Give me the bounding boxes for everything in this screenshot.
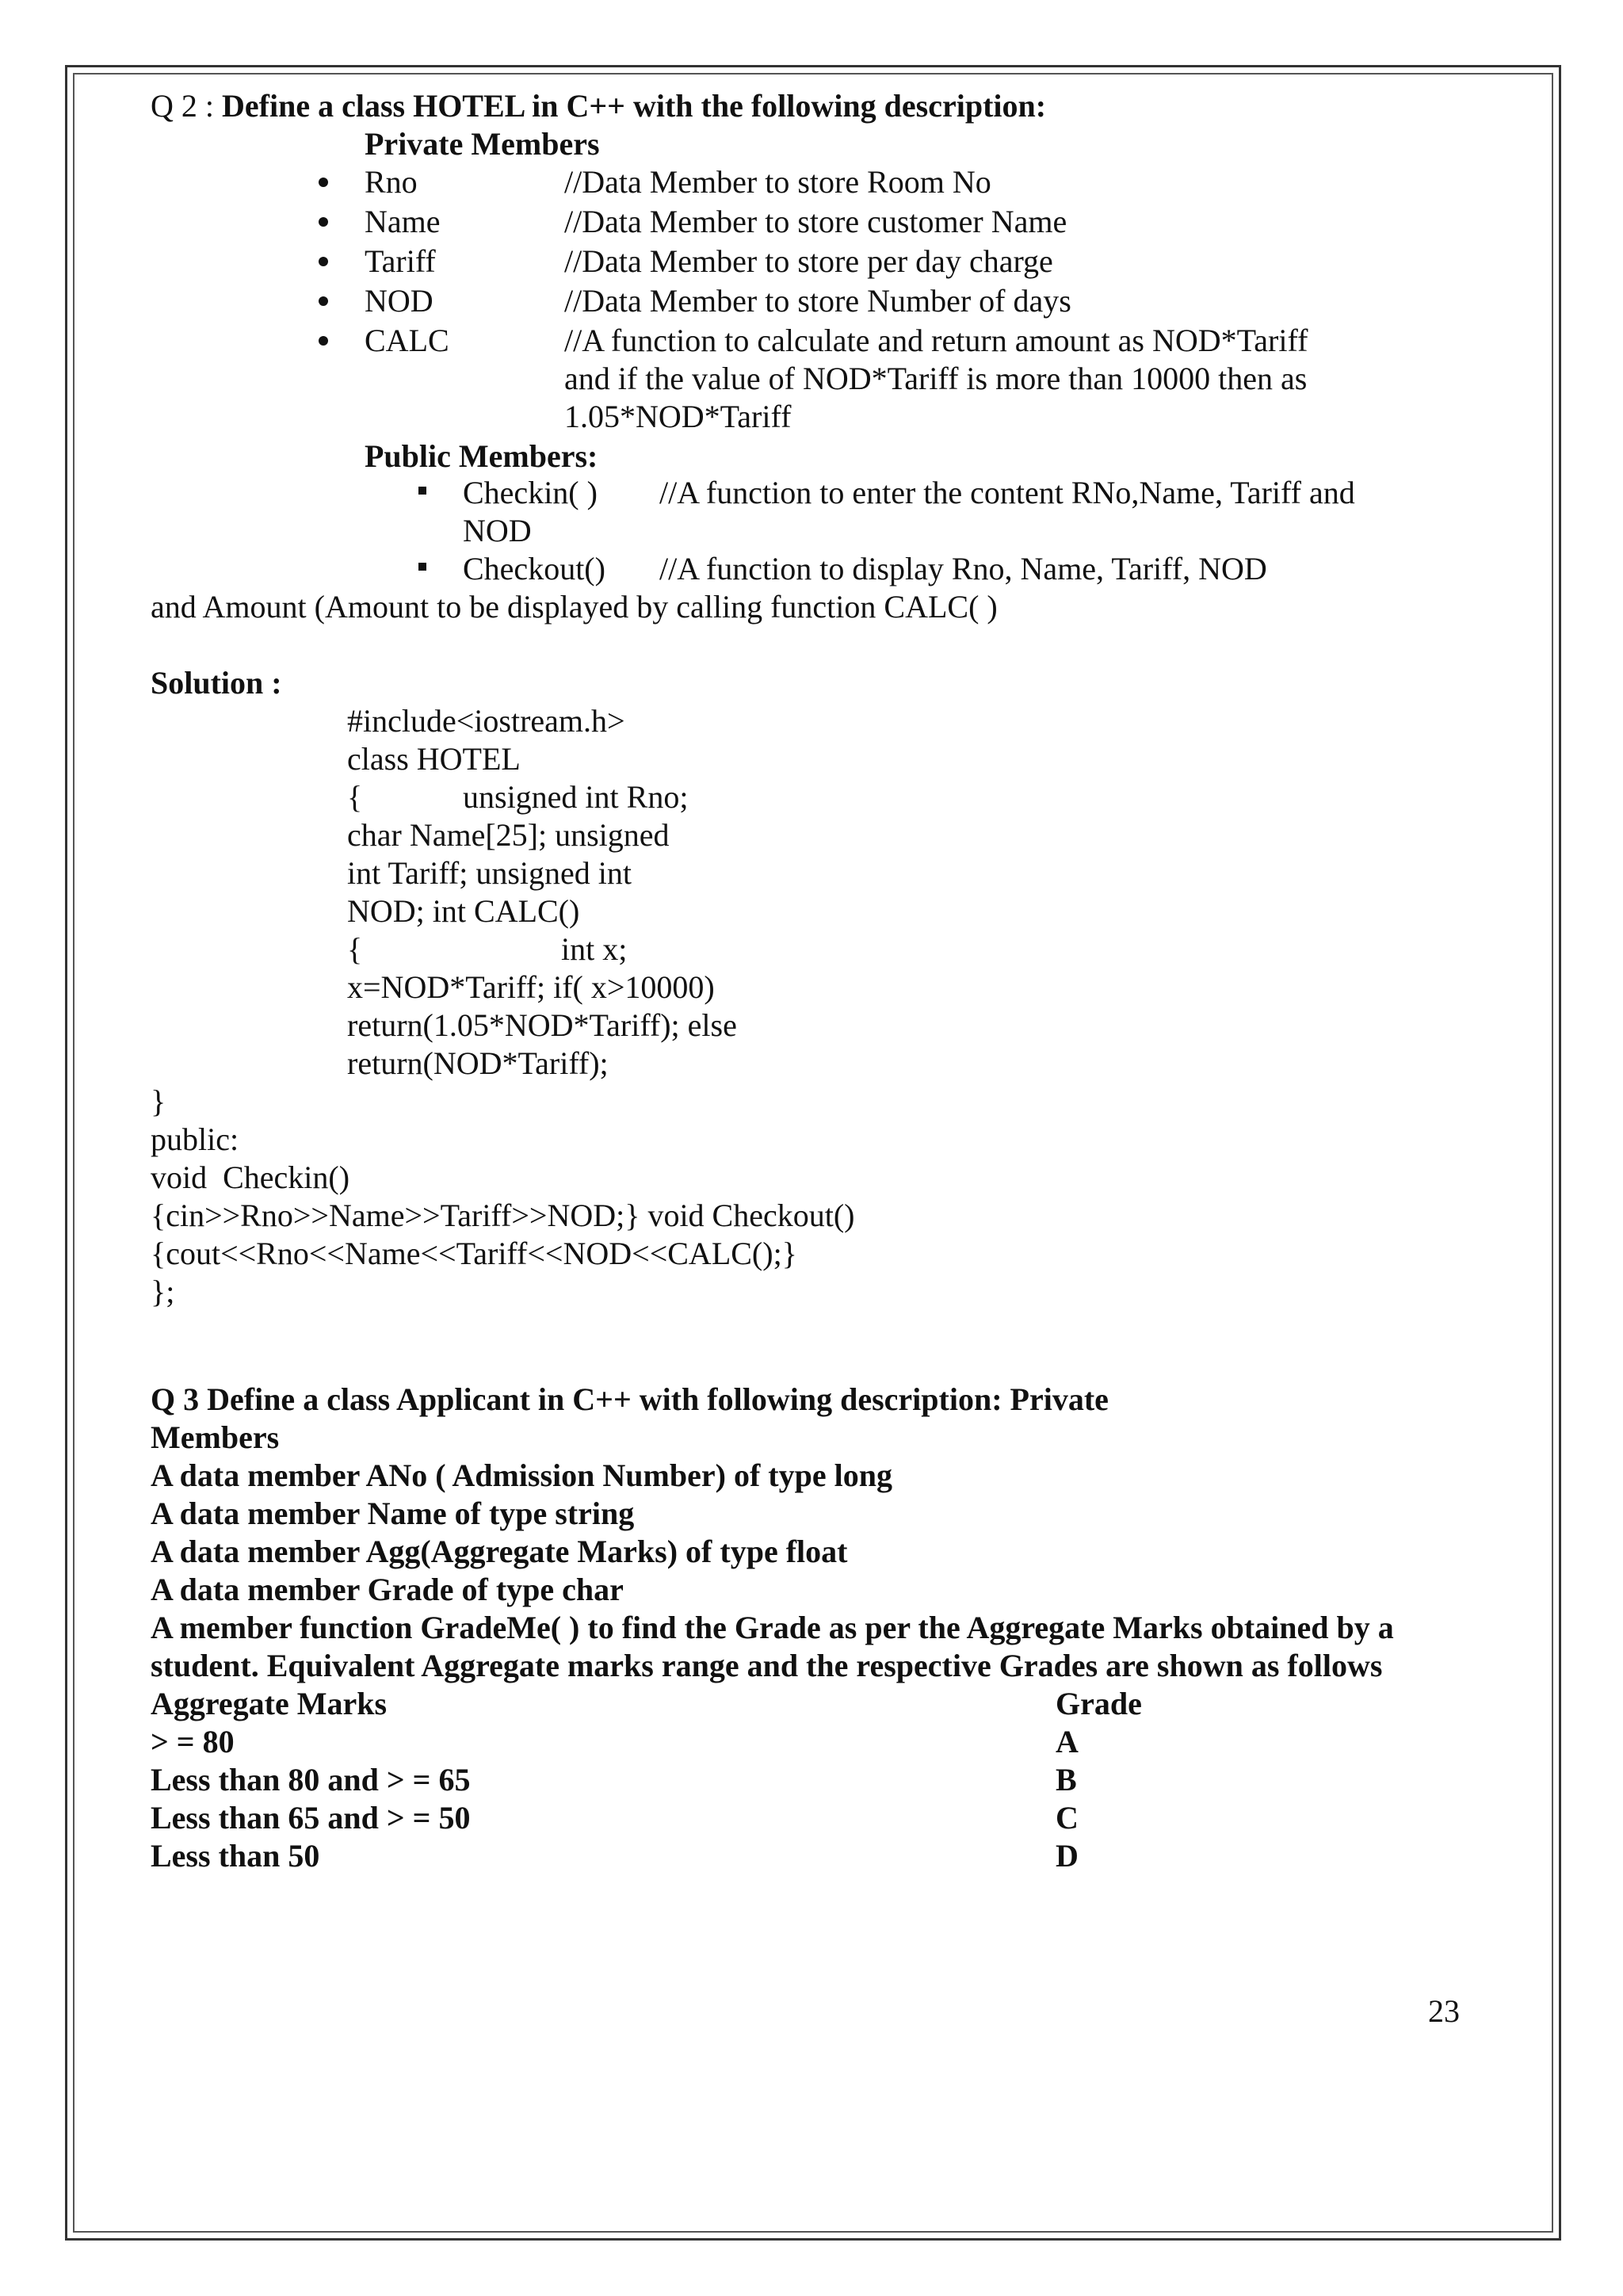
calc-comment-continued: and if the value of NOD*Tariff is more than 10000 then as: [564, 361, 1308, 396]
code-line: {: [347, 931, 363, 967]
private-member-name: CALC: [365, 323, 449, 358]
code-line: void Checkin(): [151, 1159, 350, 1195]
code-line: NOD; int CALC(): [347, 893, 580, 929]
private-members-heading: Private Members: [365, 126, 600, 162]
code-line: };: [151, 1274, 175, 1309]
q3-line: A data member Name of type string: [151, 1496, 635, 1531]
grade-table-marks: Less than 65 and > = 50: [151, 1800, 471, 1836]
q3-line: student. Equivalent Aggregate marks range and the respective Grades are shown as follows: [151, 1648, 1383, 1683]
bullet-icon: [319, 336, 328, 346]
q3-line: A data member Agg(Aggregate Marks) of type float: [151, 1534, 848, 1569]
square-bullet-icon: [418, 487, 426, 495]
bullet-icon: [319, 296, 328, 306]
private-member-comment: //Data Member to store Number of days: [564, 283, 1071, 319]
private-member-name: Rno: [365, 164, 418, 200]
q2-heading: [151, 87, 1046, 125]
grade-table-grade: A: [1056, 1724, 1079, 1759]
code-line: public:: [151, 1121, 239, 1157]
public-member-comment: //A function to display Rno, Name, Tariff, NOD: [659, 551, 1267, 586]
code-line: {: [347, 779, 363, 815]
grade-table-header-marks: Aggregate Marks: [151, 1686, 388, 1721]
private-member-comment: //Data Member to store customer Name: [564, 204, 1067, 239]
grade-table-grade: D: [1056, 1838, 1079, 1874]
grade-table-marks: Less than 50: [151, 1838, 320, 1874]
bullet-icon: [319, 217, 328, 227]
public-member-comment: //A function to enter the content RNo,Name, Tariff and: [659, 475, 1355, 510]
solution-label: Solution :: [151, 665, 282, 701]
page-number: 23: [1428, 1993, 1460, 2029]
private-member-comment: //A function to calculate and return amount as NOD*Tariff: [564, 323, 1308, 358]
q3-line: A data member Grade of type char: [151, 1572, 624, 1607]
grade-table-grade: C: [1056, 1800, 1079, 1836]
code-line: int Tariff; unsigned int: [347, 855, 632, 891]
private-member-name: Name: [365, 204, 441, 239]
calc-comment-continued: 1.05*NOD*Tariff: [564, 399, 792, 434]
code-line: x=NOD*Tariff; if( x>10000): [347, 969, 715, 1005]
code-line: class HOTEL: [347, 741, 521, 777]
square-bullet-icon: [418, 563, 426, 571]
code-line: }: [151, 1083, 166, 1119]
public-member-name: Checkout(): [463, 551, 605, 586]
code-line: #include<iostream.h>: [347, 703, 625, 739]
public-members-heading: Public Members:: [365, 438, 598, 474]
code-line: return(NOD*Tariff);: [347, 1045, 609, 1081]
private-member-name: NOD: [365, 283, 433, 319]
q3-line: A data member ANo ( Admission Number) of type long: [151, 1457, 892, 1493]
grade-table-marks: Less than 80 and > = 65: [151, 1762, 471, 1797]
q3-line: Q 3 Define a class Applicant in C++ with following description: Private: [151, 1381, 1109, 1417]
checkout-comment-continued: and Amount (Amount to be displayed by calling function CALC( ): [151, 589, 998, 625]
code-line: int x;: [561, 931, 628, 967]
q3-line: A member function GradeMe( ) to find the Grade as per the Aggregate Marks obtained by a: [151, 1610, 1394, 1645]
bullet-icon: [319, 257, 328, 266]
q2-prefix: Q 2 :: [151, 88, 222, 124]
private-member-comment: //Data Member to store per day charge: [564, 243, 1053, 279]
grade-table-marks: > = 80: [151, 1724, 235, 1759]
private-member-name: Tariff: [365, 243, 436, 279]
code-line: unsigned int Rno;: [463, 779, 689, 815]
q3-line: Members: [151, 1419, 280, 1455]
q2-title: Define a class HOTEL in C++ with the following description:: [222, 88, 1047, 124]
code-line: {cout<<Rno<<Name<<Tariff<<NOD<<CALC();}: [151, 1236, 797, 1271]
grade-table-header-grade: Grade: [1056, 1686, 1142, 1721]
public-member-name: Checkin( ): [463, 475, 598, 510]
bullet-icon: [319, 178, 328, 187]
code-line: return(1.05*NOD*Tariff); else: [347, 1007, 737, 1043]
checkin-comment-continued: NOD: [463, 513, 532, 548]
code-line: char Name[25]; unsigned: [347, 817, 670, 853]
grade-table-grade: B: [1056, 1762, 1077, 1797]
code-line: {cin>>Rno>>Name>>Tariff>>NOD;} void Checkout(): [151, 1198, 855, 1233]
private-member-comment: //Data Member to store Room No: [564, 164, 991, 200]
